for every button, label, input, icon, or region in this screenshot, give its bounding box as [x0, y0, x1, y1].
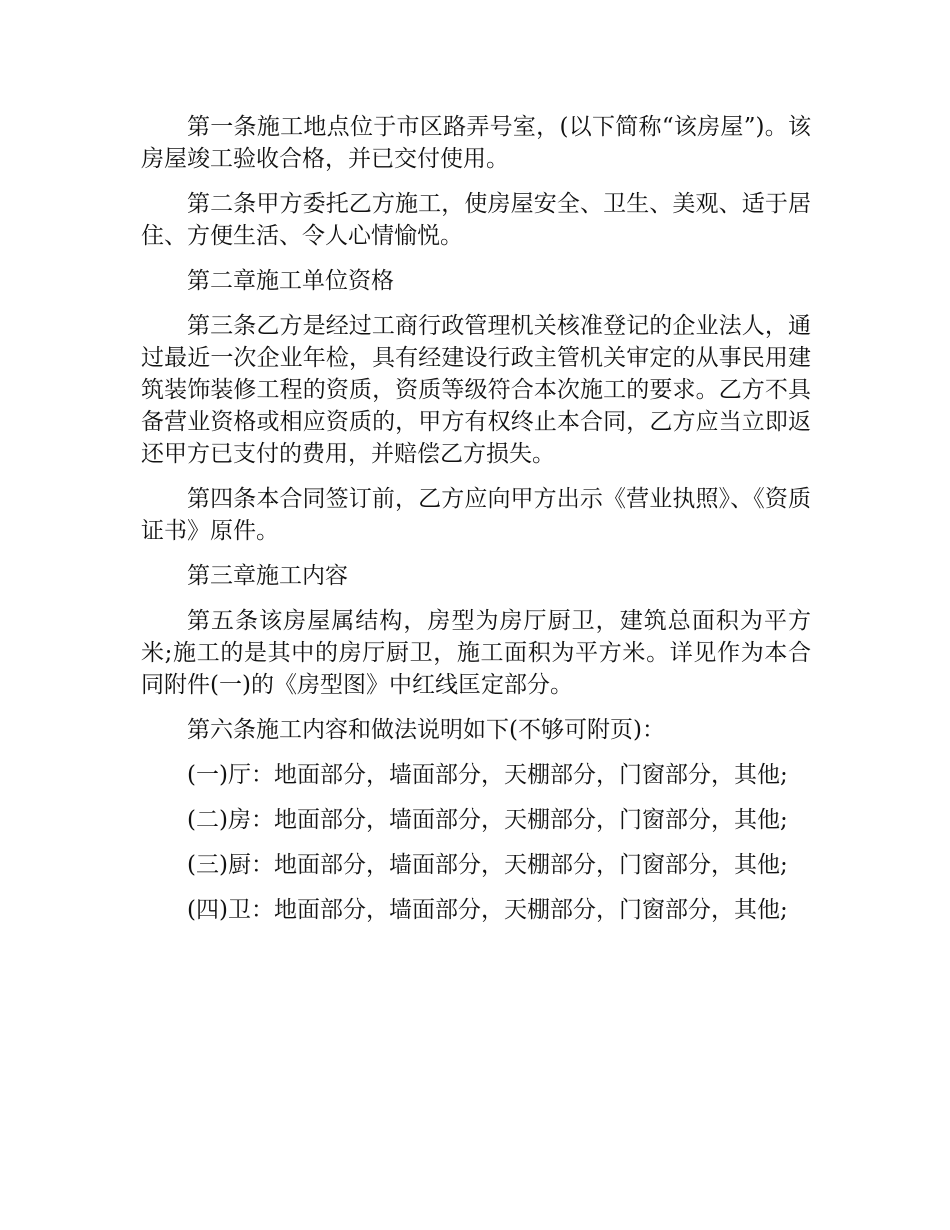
article-1-paragraph: 第一条施工地点位于市区路弄号室，(以下简称“该房屋”)。该房屋竣工验收合格，并已交付使用。 [141, 114, 811, 172]
article-2-paragraph: 第二条甲方委托乙方施工，使房屋安全、卫生、美观、适于居住、方便生活、令人心情愉悦。 [141, 191, 811, 249]
chapter-3-heading: 第三章施工内容 [187, 563, 348, 589]
article-5-paragraph: 第五条该房屋属结构，房型为房厅厨卫，建筑总面积为平方米;施工的是其中的房厅厨卫，施工面积为平方米。详见作为本合同附件(一)的《房型图》中红线匡定部分。 [141, 608, 811, 698]
item-kitchen-paragraph: (三)厨：地面部分，墙面部分，天棚部分，门窗部分，其他; [187, 852, 788, 878]
article-4-paragraph: 第四条本合同签订前，乙方应向甲方出示《营业执照》、《资质证书》原件。 [141, 486, 811, 544]
article-6-paragraph: 第六条施工内容和做法说明如下(不够可附页)： [187, 717, 665, 743]
item-hall-paragraph: (一)厅：地面部分，墙面部分，天棚部分，门窗部分，其他; [187, 762, 788, 788]
article-3-paragraph: 第三条乙方是经过工商行政管理机关核准登记的企业法人，通过最近一次企业年检，具有经建设行政主管机关审定的从事民用建筑装饰装修工程的资质，资质等级符合本次施工的要求。乙方不具备营业资格或相应资质的，甲方有权终止本合同，乙方应当立即返还甲方已支付的费用，并赔偿乙方损失。 [141, 313, 811, 467]
chapter-2-heading: 第二章施工单位资格 [187, 268, 394, 294]
item-room-paragraph: (二)房：地面部分，墙面部分，天棚部分，门窗部分，其他; [187, 807, 788, 833]
document-body [141, 111, 811, 939]
item-bathroom-paragraph: (四)卫：地面部分，墙面部分，天棚部分，门窗部分，其他; [187, 897, 788, 923]
